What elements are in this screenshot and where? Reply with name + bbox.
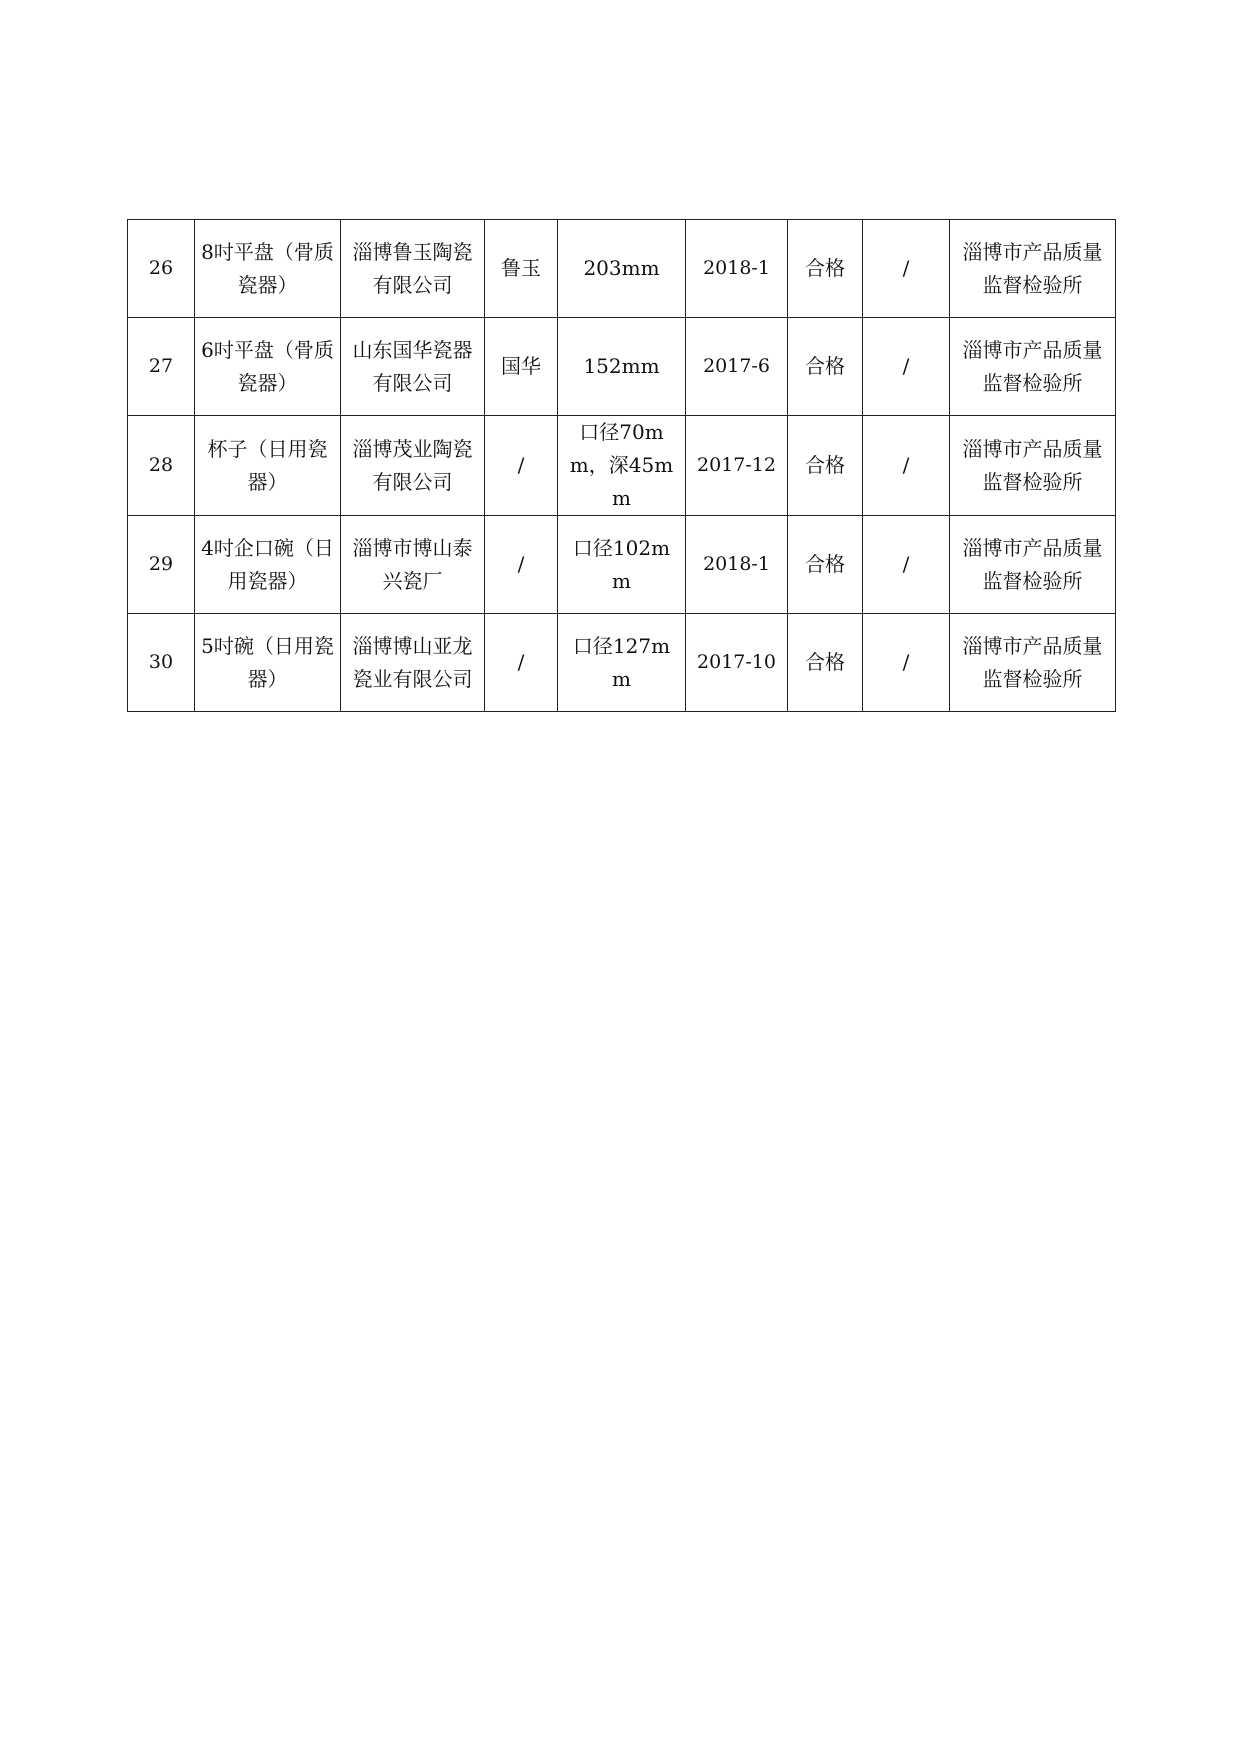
inspection-agency: 淄博市产品质量监督检验所 bbox=[950, 614, 1116, 712]
product-name: 4吋企口碗（日用瓷器） bbox=[195, 516, 341, 614]
table-row bbox=[128, 318, 1116, 416]
row-number: 27 bbox=[128, 318, 195, 416]
manufacturer: 山东国华瓷器有限公司 bbox=[341, 318, 485, 416]
production-date: 2018-1 bbox=[686, 516, 788, 614]
product-name: 杯子（日用瓷器） bbox=[195, 416, 341, 516]
product-name: 6吋平盘（骨质瓷器） bbox=[195, 318, 341, 416]
manufacturer: 淄博市博山泰兴瓷厂 bbox=[341, 516, 485, 614]
specification: 203mm bbox=[558, 220, 686, 318]
brand: / bbox=[485, 416, 558, 516]
production-date: 2017-10 bbox=[686, 614, 788, 712]
manufacturer: 淄博鲁玉陶瓷有限公司 bbox=[341, 220, 485, 318]
manufacturer: 淄博博山亚龙瓷业有限公司 bbox=[341, 614, 485, 712]
failed-item: / bbox=[863, 614, 950, 712]
brand: 国华 bbox=[485, 318, 558, 416]
row-number: 28 bbox=[128, 416, 195, 516]
production-date: 2017-12 bbox=[686, 416, 788, 516]
table-row bbox=[128, 220, 1116, 318]
result: 合格 bbox=[788, 220, 863, 318]
row-number: 30 bbox=[128, 614, 195, 712]
table-row bbox=[128, 614, 1116, 712]
table-row bbox=[128, 416, 1116, 516]
inspection-agency: 淄博市产品质量监督检验所 bbox=[950, 516, 1116, 614]
row-number: 29 bbox=[128, 516, 195, 614]
specification: 口径102mm bbox=[558, 516, 686, 614]
production-date: 2018-1 bbox=[686, 220, 788, 318]
failed-item: / bbox=[863, 220, 950, 318]
inspection-agency: 淄博市产品质量监督检验所 bbox=[950, 318, 1116, 416]
result: 合格 bbox=[788, 318, 863, 416]
inspection-agency: 淄博市产品质量监督检验所 bbox=[950, 416, 1116, 516]
result: 合格 bbox=[788, 614, 863, 712]
result: 合格 bbox=[788, 516, 863, 614]
product-name: 8吋平盘（骨质瓷器） bbox=[195, 220, 341, 318]
manufacturer: 淄博茂业陶瓷有限公司 bbox=[341, 416, 485, 516]
row-number: 26 bbox=[128, 220, 195, 318]
failed-item: / bbox=[863, 516, 950, 614]
specification: 口径70mm，深45mm bbox=[558, 416, 686, 516]
table-row bbox=[128, 516, 1116, 614]
brand: 鲁玉 bbox=[485, 220, 558, 318]
failed-item: / bbox=[863, 318, 950, 416]
specification: 152mm bbox=[558, 318, 686, 416]
production-date: 2017-6 bbox=[686, 318, 788, 416]
product-name: 5吋碗（日用瓷器） bbox=[195, 614, 341, 712]
specification: 口径127mm bbox=[558, 614, 686, 712]
inspection-results-table bbox=[127, 219, 1116, 712]
failed-item: / bbox=[863, 416, 950, 516]
brand: / bbox=[485, 614, 558, 712]
brand: / bbox=[485, 516, 558, 614]
result: 合格 bbox=[788, 416, 863, 516]
inspection-agency: 淄博市产品质量监督检验所 bbox=[950, 220, 1116, 318]
